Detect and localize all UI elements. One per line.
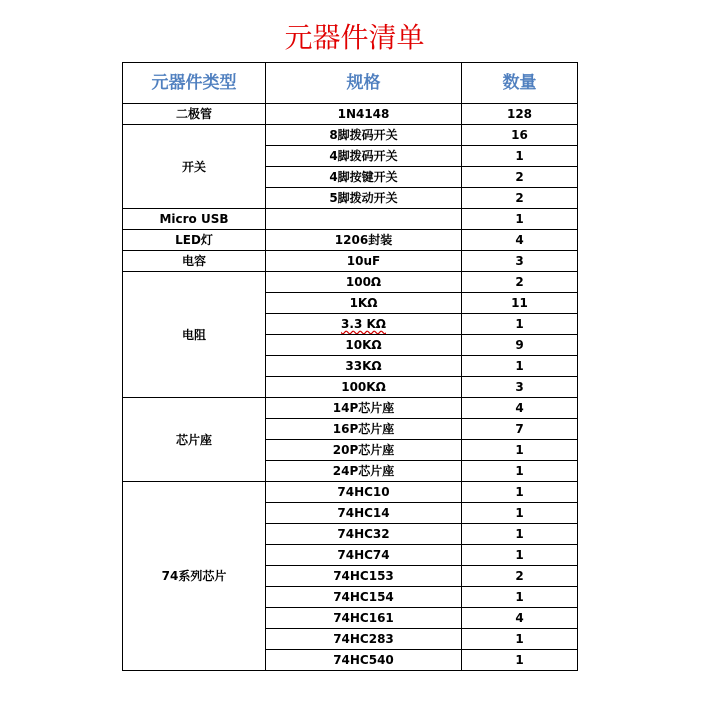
table-row bbox=[123, 398, 578, 419]
spec-text: 74HC32 bbox=[337, 527, 390, 541]
spec-cell bbox=[266, 545, 462, 566]
spec-text: 24P芯片座 bbox=[332, 464, 395, 478]
spec-text: 74HC283 bbox=[333, 632, 394, 646]
spec-cell bbox=[266, 230, 462, 251]
spec-text: 14P芯片座 bbox=[332, 401, 395, 415]
spec-text: 10KΩ bbox=[345, 338, 382, 352]
spec-cell bbox=[266, 650, 462, 671]
spec-cell bbox=[266, 272, 462, 293]
table-row bbox=[123, 209, 578, 230]
component-type-cell: 二极管 bbox=[123, 104, 266, 125]
spec-text: 74HC74 bbox=[337, 548, 390, 562]
table-row bbox=[123, 125, 578, 146]
quantity-cell: 1 bbox=[462, 209, 578, 230]
spec-text: 33KΩ bbox=[345, 359, 382, 373]
spec-text: 74HC540 bbox=[333, 653, 394, 667]
spec-text: 74HC153 bbox=[333, 569, 394, 583]
quantity-cell: 1 bbox=[462, 524, 578, 545]
quantity-cell: 1 bbox=[462, 146, 578, 167]
quantity-cell: 4 bbox=[462, 230, 578, 251]
spec-cell bbox=[266, 167, 462, 188]
table-body bbox=[123, 104, 578, 671]
spec-text: 4脚按键开关 bbox=[329, 170, 398, 184]
header-row bbox=[123, 63, 578, 104]
component-list-table bbox=[122, 62, 578, 671]
quantity-cell: 9 bbox=[462, 335, 578, 356]
spec-text: 5脚拨动开关 bbox=[329, 191, 398, 205]
spec-cell bbox=[266, 335, 462, 356]
quantity-cell: 2 bbox=[462, 188, 578, 209]
quantity-cell: 1 bbox=[462, 482, 578, 503]
spec-text: 8脚拨码开关 bbox=[329, 128, 398, 142]
spec-cell bbox=[266, 629, 462, 650]
table-header bbox=[123, 63, 578, 104]
spec-text: 20P芯片座 bbox=[332, 443, 395, 457]
spec-cell bbox=[266, 209, 462, 230]
spec-cell bbox=[266, 503, 462, 524]
quantity-cell: 2 bbox=[462, 566, 578, 587]
header-qty: 数量 bbox=[462, 63, 578, 104]
component-type-cell: Micro USB bbox=[123, 209, 266, 230]
spec-cell bbox=[266, 608, 462, 629]
spec-cell bbox=[266, 377, 462, 398]
spec-cell bbox=[266, 251, 462, 272]
quantity-cell: 3 bbox=[462, 377, 578, 398]
quantity-cell: 128 bbox=[462, 104, 578, 125]
header-spec: 规格 bbox=[266, 63, 462, 104]
spec-cell bbox=[266, 356, 462, 377]
component-type-cell: 电容 bbox=[123, 251, 266, 272]
quantity-cell: 3 bbox=[462, 251, 578, 272]
spec-text: 3.3 KΩ bbox=[341, 317, 386, 331]
table-row bbox=[123, 230, 578, 251]
table-row bbox=[123, 482, 578, 503]
spec-text: 74HC161 bbox=[333, 611, 394, 625]
spec-cell bbox=[266, 188, 462, 209]
quantity-cell: 11 bbox=[462, 293, 578, 314]
spec-text: 10uF bbox=[346, 254, 381, 268]
spec-cell bbox=[266, 146, 462, 167]
quantity-cell: 16 bbox=[462, 125, 578, 146]
header-type: 元器件类型 bbox=[123, 63, 266, 104]
spec-cell bbox=[266, 293, 462, 314]
spec-text: 4脚拨码开关 bbox=[329, 149, 398, 163]
component-type-cell: LED灯 bbox=[123, 230, 266, 251]
table-row bbox=[123, 251, 578, 272]
component-type-cell: 开关 bbox=[123, 125, 266, 209]
spec-cell bbox=[266, 587, 462, 608]
quantity-cell: 7 bbox=[462, 419, 578, 440]
table-row bbox=[123, 272, 578, 293]
spec-cell bbox=[266, 566, 462, 587]
spec-cell bbox=[266, 314, 462, 335]
spec-cell bbox=[266, 125, 462, 146]
spec-text: 1KΩ bbox=[349, 296, 378, 310]
spec-text: 74HC154 bbox=[333, 590, 394, 604]
quantity-cell: 1 bbox=[462, 629, 578, 650]
page-title: 元器件清单 bbox=[284, 21, 425, 54]
component-type-cell: 芯片座 bbox=[123, 398, 266, 482]
quantity-cell: 1 bbox=[462, 440, 578, 461]
quantity-cell: 2 bbox=[462, 167, 578, 188]
spec-text: 74HC14 bbox=[337, 506, 390, 520]
spec-cell bbox=[266, 461, 462, 482]
spec-text: 74HC10 bbox=[337, 485, 390, 499]
component-type-cell: 电阻 bbox=[123, 272, 266, 398]
spec-text: 16P芯片座 bbox=[332, 422, 395, 436]
spec-text: 1206封装 bbox=[334, 233, 393, 247]
quantity-cell: 1 bbox=[462, 650, 578, 671]
quantity-cell: 1 bbox=[462, 461, 578, 482]
table-row bbox=[123, 104, 578, 125]
spec-cell bbox=[266, 398, 462, 419]
spec-text: 100Ω bbox=[345, 275, 382, 289]
spec-text: 1N4148 bbox=[337, 107, 390, 121]
quantity-cell: 1 bbox=[462, 545, 578, 566]
spec-text: 100KΩ bbox=[341, 380, 386, 394]
quantity-cell: 1 bbox=[462, 314, 578, 335]
quantity-cell: 4 bbox=[462, 398, 578, 419]
spec-cell bbox=[266, 524, 462, 545]
component-type-cell: 74系列芯片 bbox=[123, 482, 266, 671]
quantity-cell: 1 bbox=[462, 503, 578, 524]
quantity-cell: 2 bbox=[462, 272, 578, 293]
spec-cell bbox=[266, 440, 462, 461]
quantity-cell: 4 bbox=[462, 608, 578, 629]
spec-cell bbox=[266, 482, 462, 503]
quantity-cell: 1 bbox=[462, 587, 578, 608]
spec-cell bbox=[266, 104, 462, 125]
spec-cell bbox=[266, 419, 462, 440]
quantity-cell: 1 bbox=[462, 356, 578, 377]
